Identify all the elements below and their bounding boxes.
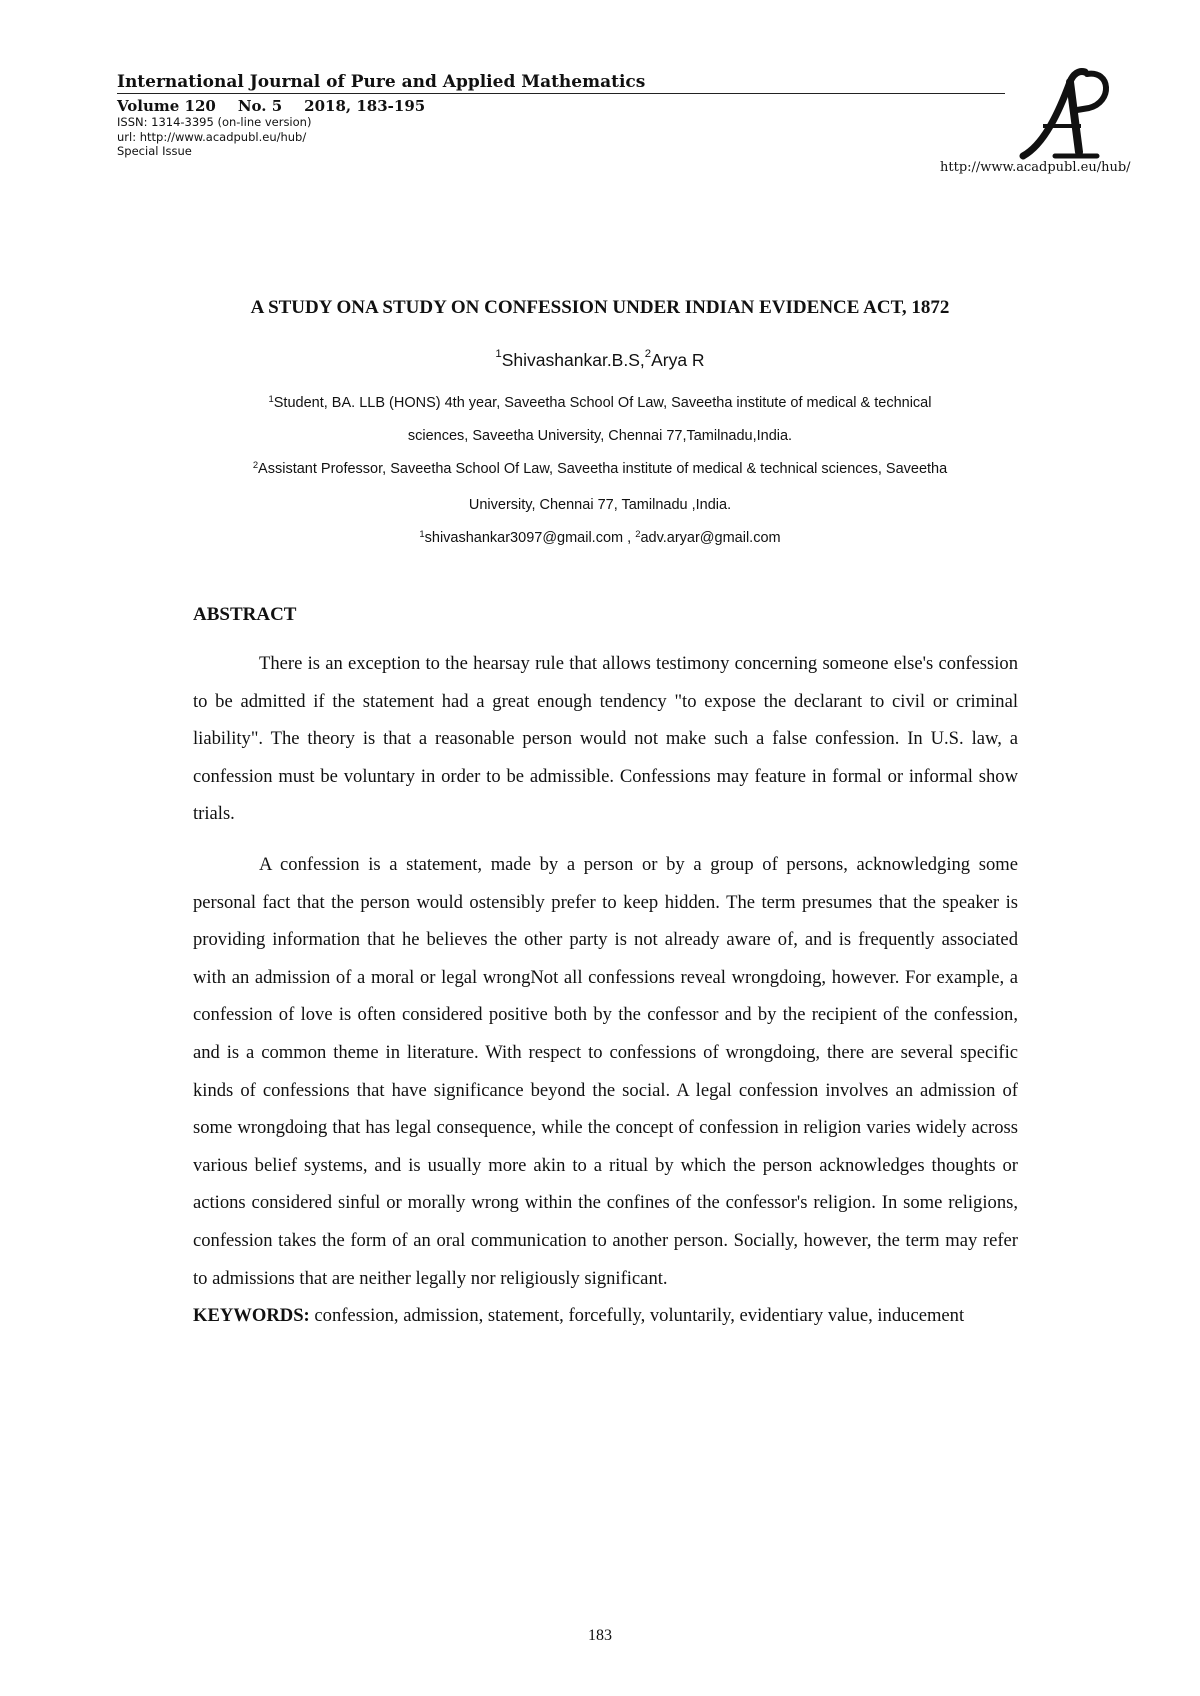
email1-sup: 1 <box>419 528 425 539</box>
page-number: 183 <box>588 1627 612 1644</box>
author1-sup: 1 <box>495 348 502 360</box>
volume: Volume 120 <box>117 97 216 115</box>
affiliation1-line2: sciences, Saveetha University, Chennai 77,Tamilnadu,India. <box>407 428 793 444</box>
year-pages: 2018, 183-195 <box>304 97 426 115</box>
paper-title: A STUDY ONA STUDY ON CONFESSION UNDER INDIAN EVIDENCE ACT, 1872 <box>250 297 950 318</box>
emails-line <box>0 530 1200 546</box>
affiliation2-line1 <box>0 461 1200 477</box>
keywords-text: confession, admission, statement, forcefully, voluntarily, evidentiary value, inducement <box>309 1305 965 1327</box>
journal-header <box>117 72 1062 159</box>
affiliation1-line1 <box>0 395 1200 411</box>
author2: Arya R <box>651 350 705 370</box>
site-url[interactable]: http://www.acadpubl.eu/hub/ <box>940 160 1131 175</box>
keywords-label: KEYWORDS: <box>193 1305 310 1327</box>
header-rule <box>117 93 1005 94</box>
email1[interactable]: shivashankar3097@gmail.com , <box>424 530 636 546</box>
abstract-paragraph-2 <box>193 846 1018 1335</box>
aff1-sup: 1 <box>268 393 274 404</box>
author1: Shivashankar.B.S, <box>501 350 645 370</box>
aff1-text1: Student, BA. LLB (HONS) 4th year, Saveetha School Of Law, Saveetha institute of medical & technical <box>273 395 932 411</box>
issn: ISSN: 1314-3395 (on-line version) <box>117 115 312 129</box>
ap-logo-icon <box>1015 64 1115 164</box>
issue-number: No. 5 <box>237 97 283 115</box>
email2[interactable]: adv.aryar@gmail.com <box>640 530 781 546</box>
special-issue: Special Issue <box>117 144 192 158</box>
url-line: url: http://www.acadpubl.eu/hub/ <box>117 129 307 144</box>
abstract-heading: ABSTRACT <box>193 604 297 625</box>
paragraph-2-text: A confession is a statement, made by a person or by a group of persons, acknowledging some personal fact that the person would ostensibly prefer to keep hidden. The term presumes that the speaker is providing information that he believes the other party is not already aware of, and is frequently associated with an admission of a moral or legal wrongNot all confessions reveal wrongdoing, however. For example, a confession of love is often considered positive both by the confessor and by the recipient of the confession, and is a common theme in literature. With respect to confessions of wrongdoing, there are several specific kinds of confessions that have significance beyond the social. A legal confession involves an admission of some wrongdoing that has legal consequence, while the concept of confession in religion varies widely across various belief systems, and is usually more akin to a ritual by which the person acknowledges thoughts or actions considered sinful or morally wrong within the confines of the confessor's religion. In some religions, confession takes the form of an oral communication to another person. Socially, however, the term may refer to admissions that are neither legally nor religiously significant. <box>193 854 1018 1289</box>
authors-line <box>0 350 1200 371</box>
email2-sup: 2 <box>635 528 641 539</box>
journal-title: International Journal of Pure and Applied Mathematics <box>117 72 646 92</box>
affiliation2-line2: University, Chennai 77, Tamilnadu ,India. <box>468 497 732 513</box>
aff2-sup: 2 <box>252 459 259 470</box>
author2-sup: 2 <box>644 348 652 360</box>
aff2-text1: Assistant Professor, Saveetha School Of Law, Saveetha institute of medical & technical sciences, Saveetha <box>258 461 948 477</box>
volume-line <box>117 97 1062 115</box>
abstract-paragraph-1: There is an exception to the hearsay rule that allows testimony concerning someone else's confession to be admitted if the statement had a great enough tendency "to expose the declarant to civil or criminal liability". The theory is that a reasonable person would not make such a false confession. In U.S. law, a confession must be voluntary in order to be admissible. Confessions may feature in formal or informal show trials. <box>193 653 1018 825</box>
